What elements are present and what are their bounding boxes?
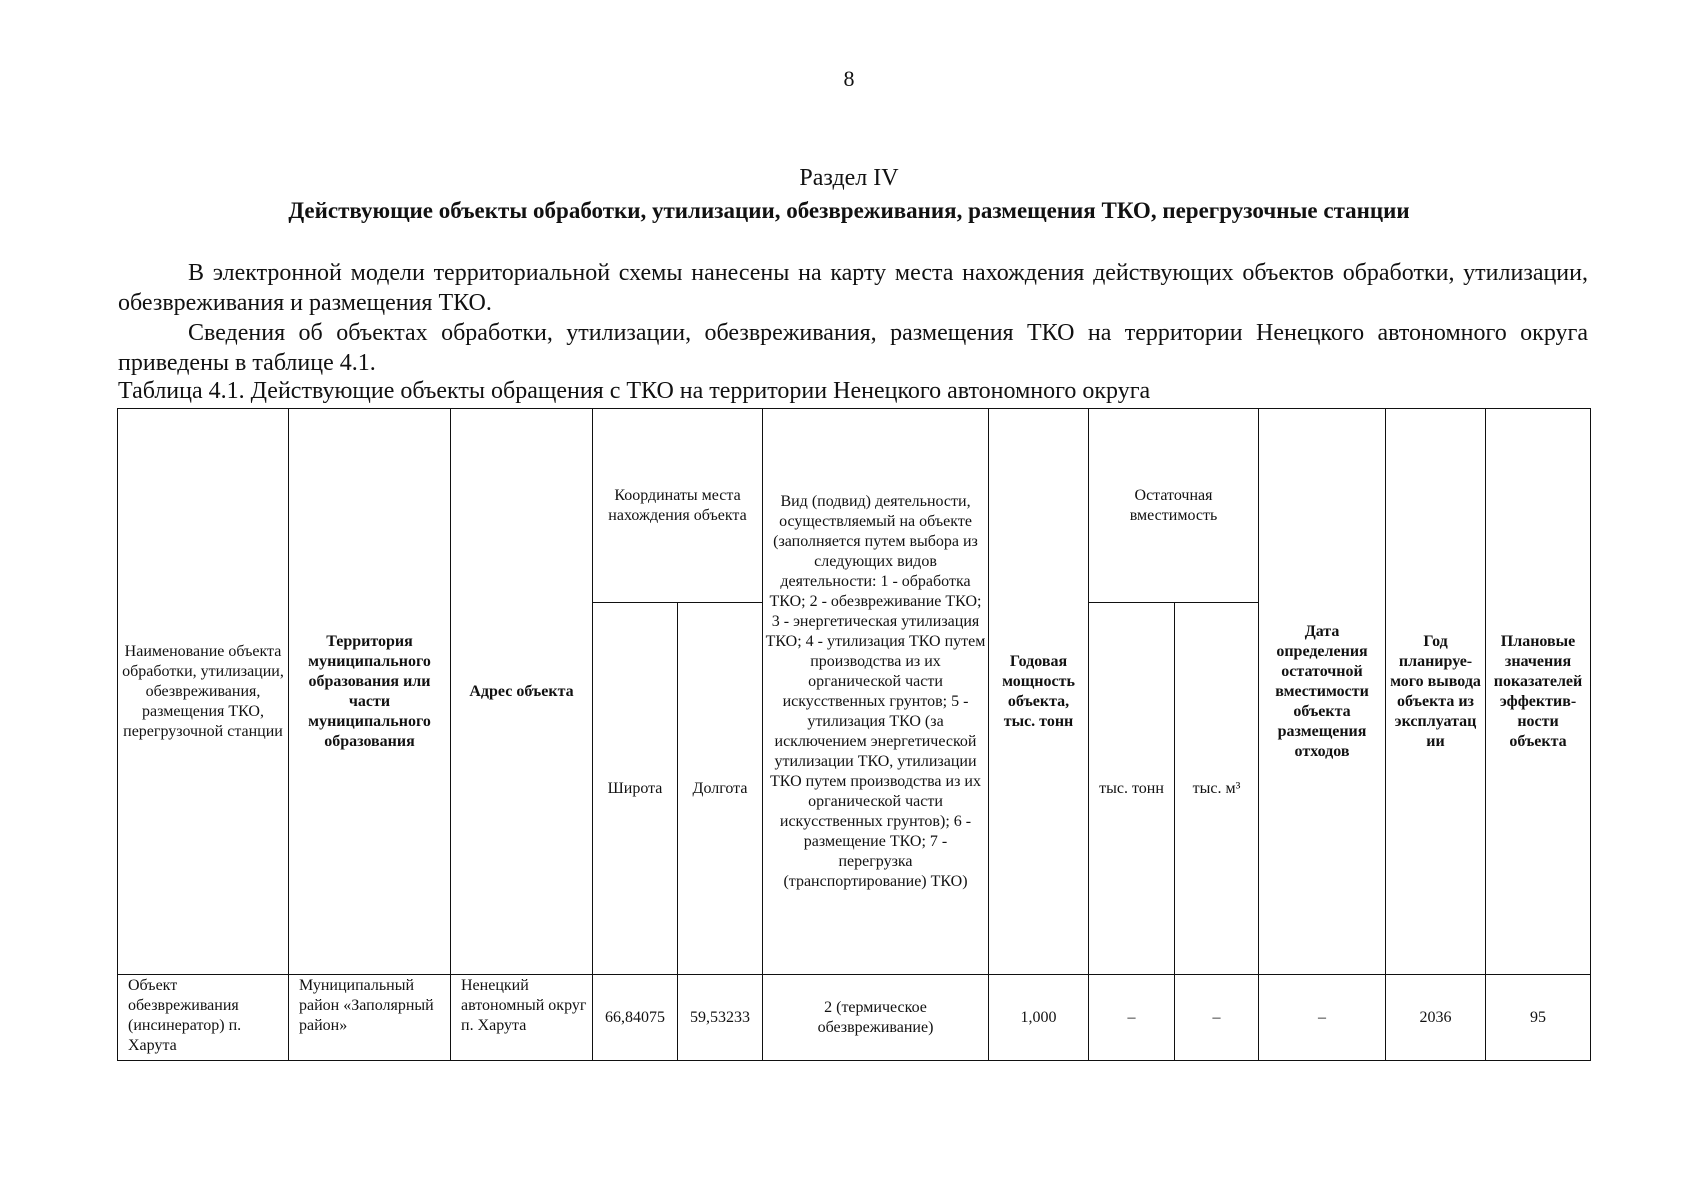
header-efficiency: Плановые значения показателей эффектив-ности объекта bbox=[1486, 409, 1591, 975]
cell-address: Ненецкий автономный округ п. Харута bbox=[451, 975, 593, 1061]
cell-residual-t: – bbox=[1089, 975, 1175, 1061]
section-label: Раздел IV bbox=[799, 165, 899, 191]
header-activity: Вид (подвид) деятельности, осуществляемый на объекте (заполняется путем выбора из следующих видов деятельности: 1 - обработка ТКО; 2 - обезвреживание ТКО; 3 - энергетическая утилизация ТКО; 4 - утилизация ТКО путем производства из их органической части искусственных грунтов; 5 - утилизация ТКО (за исключением энергетической утилизации ТКО, утилизации ТКО путем производства из их органической части искусственных грунтов); 6 - размещение ТКО; 7 - перегрузка (транспортирование) ТКО) bbox=[763, 409, 989, 975]
page-number: 8 bbox=[843, 66, 855, 91]
table-header-row-1 bbox=[118, 409, 1591, 603]
header-name: Наименование объекта обработки, утилизации, обезвреживания, размещения ТКО, перегрузочной станции bbox=[118, 409, 289, 975]
header-latitude: Широта bbox=[593, 603, 678, 975]
cell-residual-date: – bbox=[1259, 975, 1386, 1061]
header-residual: Остаточная вместимость bbox=[1089, 409, 1259, 603]
header-residual-t: тыс. тонн bbox=[1089, 603, 1175, 975]
cell-decommission-year: 2036 bbox=[1386, 975, 1486, 1061]
header-capacity: Годовая мощность объекта, тыс. тонн bbox=[989, 409, 1089, 975]
header-decommission-year: Год планируе-мого вывода объекта из эксплуатац ии bbox=[1386, 409, 1486, 975]
header-coordinates: Координаты места нахождения объекта bbox=[593, 409, 763, 603]
cell-activity: 2 (термическое обезвреживание) bbox=[763, 975, 989, 1061]
table-caption: Таблица 4.1. Действующие объекты обращения с ТКО на территории Ненецкого автономного округа bbox=[118, 378, 1151, 404]
paragraph-map: В электронной модели территориальной схемы нанесены на карту места нахождения действующих объектов обработки, утилизации, обезвреживания и размещения ТКО. bbox=[118, 260, 1588, 316]
cell-latitude: 66,84075 bbox=[593, 975, 678, 1061]
cell-residual-m3: – bbox=[1175, 975, 1259, 1061]
cell-efficiency: 95 bbox=[1486, 975, 1591, 1061]
table-row bbox=[118, 975, 1591, 1061]
objects-table bbox=[117, 408, 1591, 1061]
cell-longitude: 59,53233 bbox=[678, 975, 763, 1061]
cell-name: Объект обезвреживания (инсинератор) п. Харута bbox=[118, 975, 289, 1061]
header-address: Адрес объекта bbox=[451, 409, 593, 975]
cell-territory: Муниципальный район «Заполярный район» bbox=[289, 975, 451, 1061]
cell-capacity: 1,000 bbox=[989, 975, 1089, 1061]
section-title: Действующие объекты обработки, утилизации, обезвреживания, размещения ТКО, перегрузочные станции bbox=[288, 198, 1410, 223]
header-residual-m3: тыс. м³ bbox=[1175, 603, 1259, 975]
header-territory: Территория муниципального образования или части муниципального образования bbox=[289, 409, 451, 975]
paragraph-table-ref: Сведения об объектах обработки, утилизации, обезвреживания, размещения ТКО на территории Ненецкого автономного округа приведены в таблице 4.1. bbox=[118, 320, 1588, 376]
header-residual-date: Дата определения остаточной вместимости объекта размещения отходов bbox=[1259, 409, 1386, 975]
header-longitude: Долгота bbox=[678, 603, 763, 975]
